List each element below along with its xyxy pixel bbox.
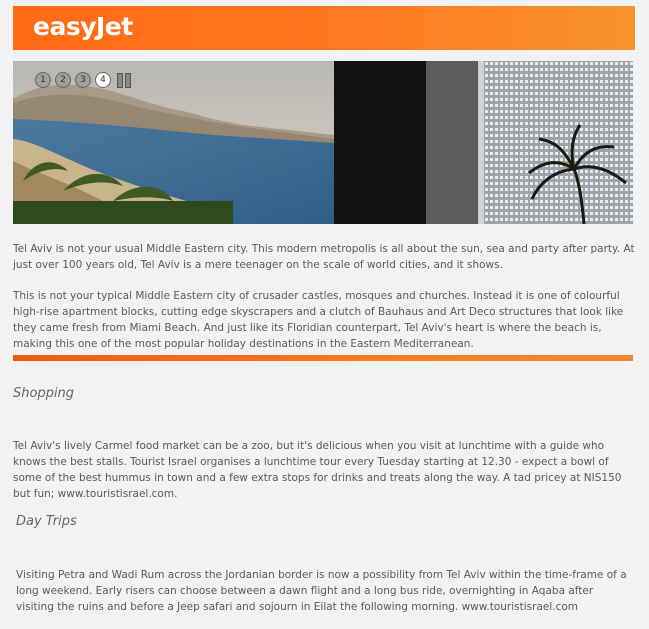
shopping-paragraph: Tel Aviv's lively Carmel food market can be a zoo, but it's delicious when you visit at lunchtime with a guide who knows the best stalls. Tourist Israel organises a lunchtime tour every Tuesday starting at 12.30 - expect a bowl of some of the best hummus in town and a few extra stops for drinks and treats along the way. A tad pricey at NIS150 but fun; www.touristisrael.com. [13, 440, 622, 500]
orange-divider [13, 355, 633, 361]
header-bar [13, 6, 635, 50]
carousel-dot-2[interactable]: 2 [55, 72, 71, 88]
intro-paragraph-2: This is not your typical Middle Eastern city of crusader castles, mosques and churches. Instead it is one of colourful high-rise apartment blocks, cutting edge skyscrapers and a clutch of Bauhaus and Art Deco structures that look like they came fresh from Miami Beach. And just like its Floridian counterpart, Tel Aviv's heart is where the beach is, making this one of the most popular holiday destinations in the Eastern Mediterranean. [13, 290, 624, 350]
intro-paragraph-1: Tel Aviv is not your usual Middle Eastern city. This modern metropolis is all about the sun, sea and party after party. At just over 100 years old, Tel Aviv is a mere teenager on the scale of world cities, and it shows. [13, 243, 635, 271]
day-trips-paragraph: Visiting Petra and Wadi Rum across the Jordanian border is now a possibility from Tel Aviv within the time-frame of a long weekend. Early risers can choose between a dawn flight and a long bus ride, overnighting in Aqaba after visiting the ruins and before a Jeep safari and sojourn in Eilat the following morning. www.touristisrael.com [16, 569, 627, 613]
pause-icon[interactable] [117, 73, 131, 88]
hero-carousel[interactable] [13, 61, 633, 224]
carousel-dot-1[interactable]: 1 [35, 72, 51, 88]
carousel-dot-3[interactable]: 3 [75, 72, 91, 88]
easyjet-logo[interactable]: easyJet [33, 12, 133, 41]
skyscraper-photo [334, 61, 633, 224]
carousel-dot-4[interactable]: 4 [95, 72, 111, 88]
carousel-pager [35, 72, 131, 88]
section-heading-day-trips: Day Trips [16, 514, 77, 529]
section-heading-shopping: Shopping [13, 386, 75, 401]
